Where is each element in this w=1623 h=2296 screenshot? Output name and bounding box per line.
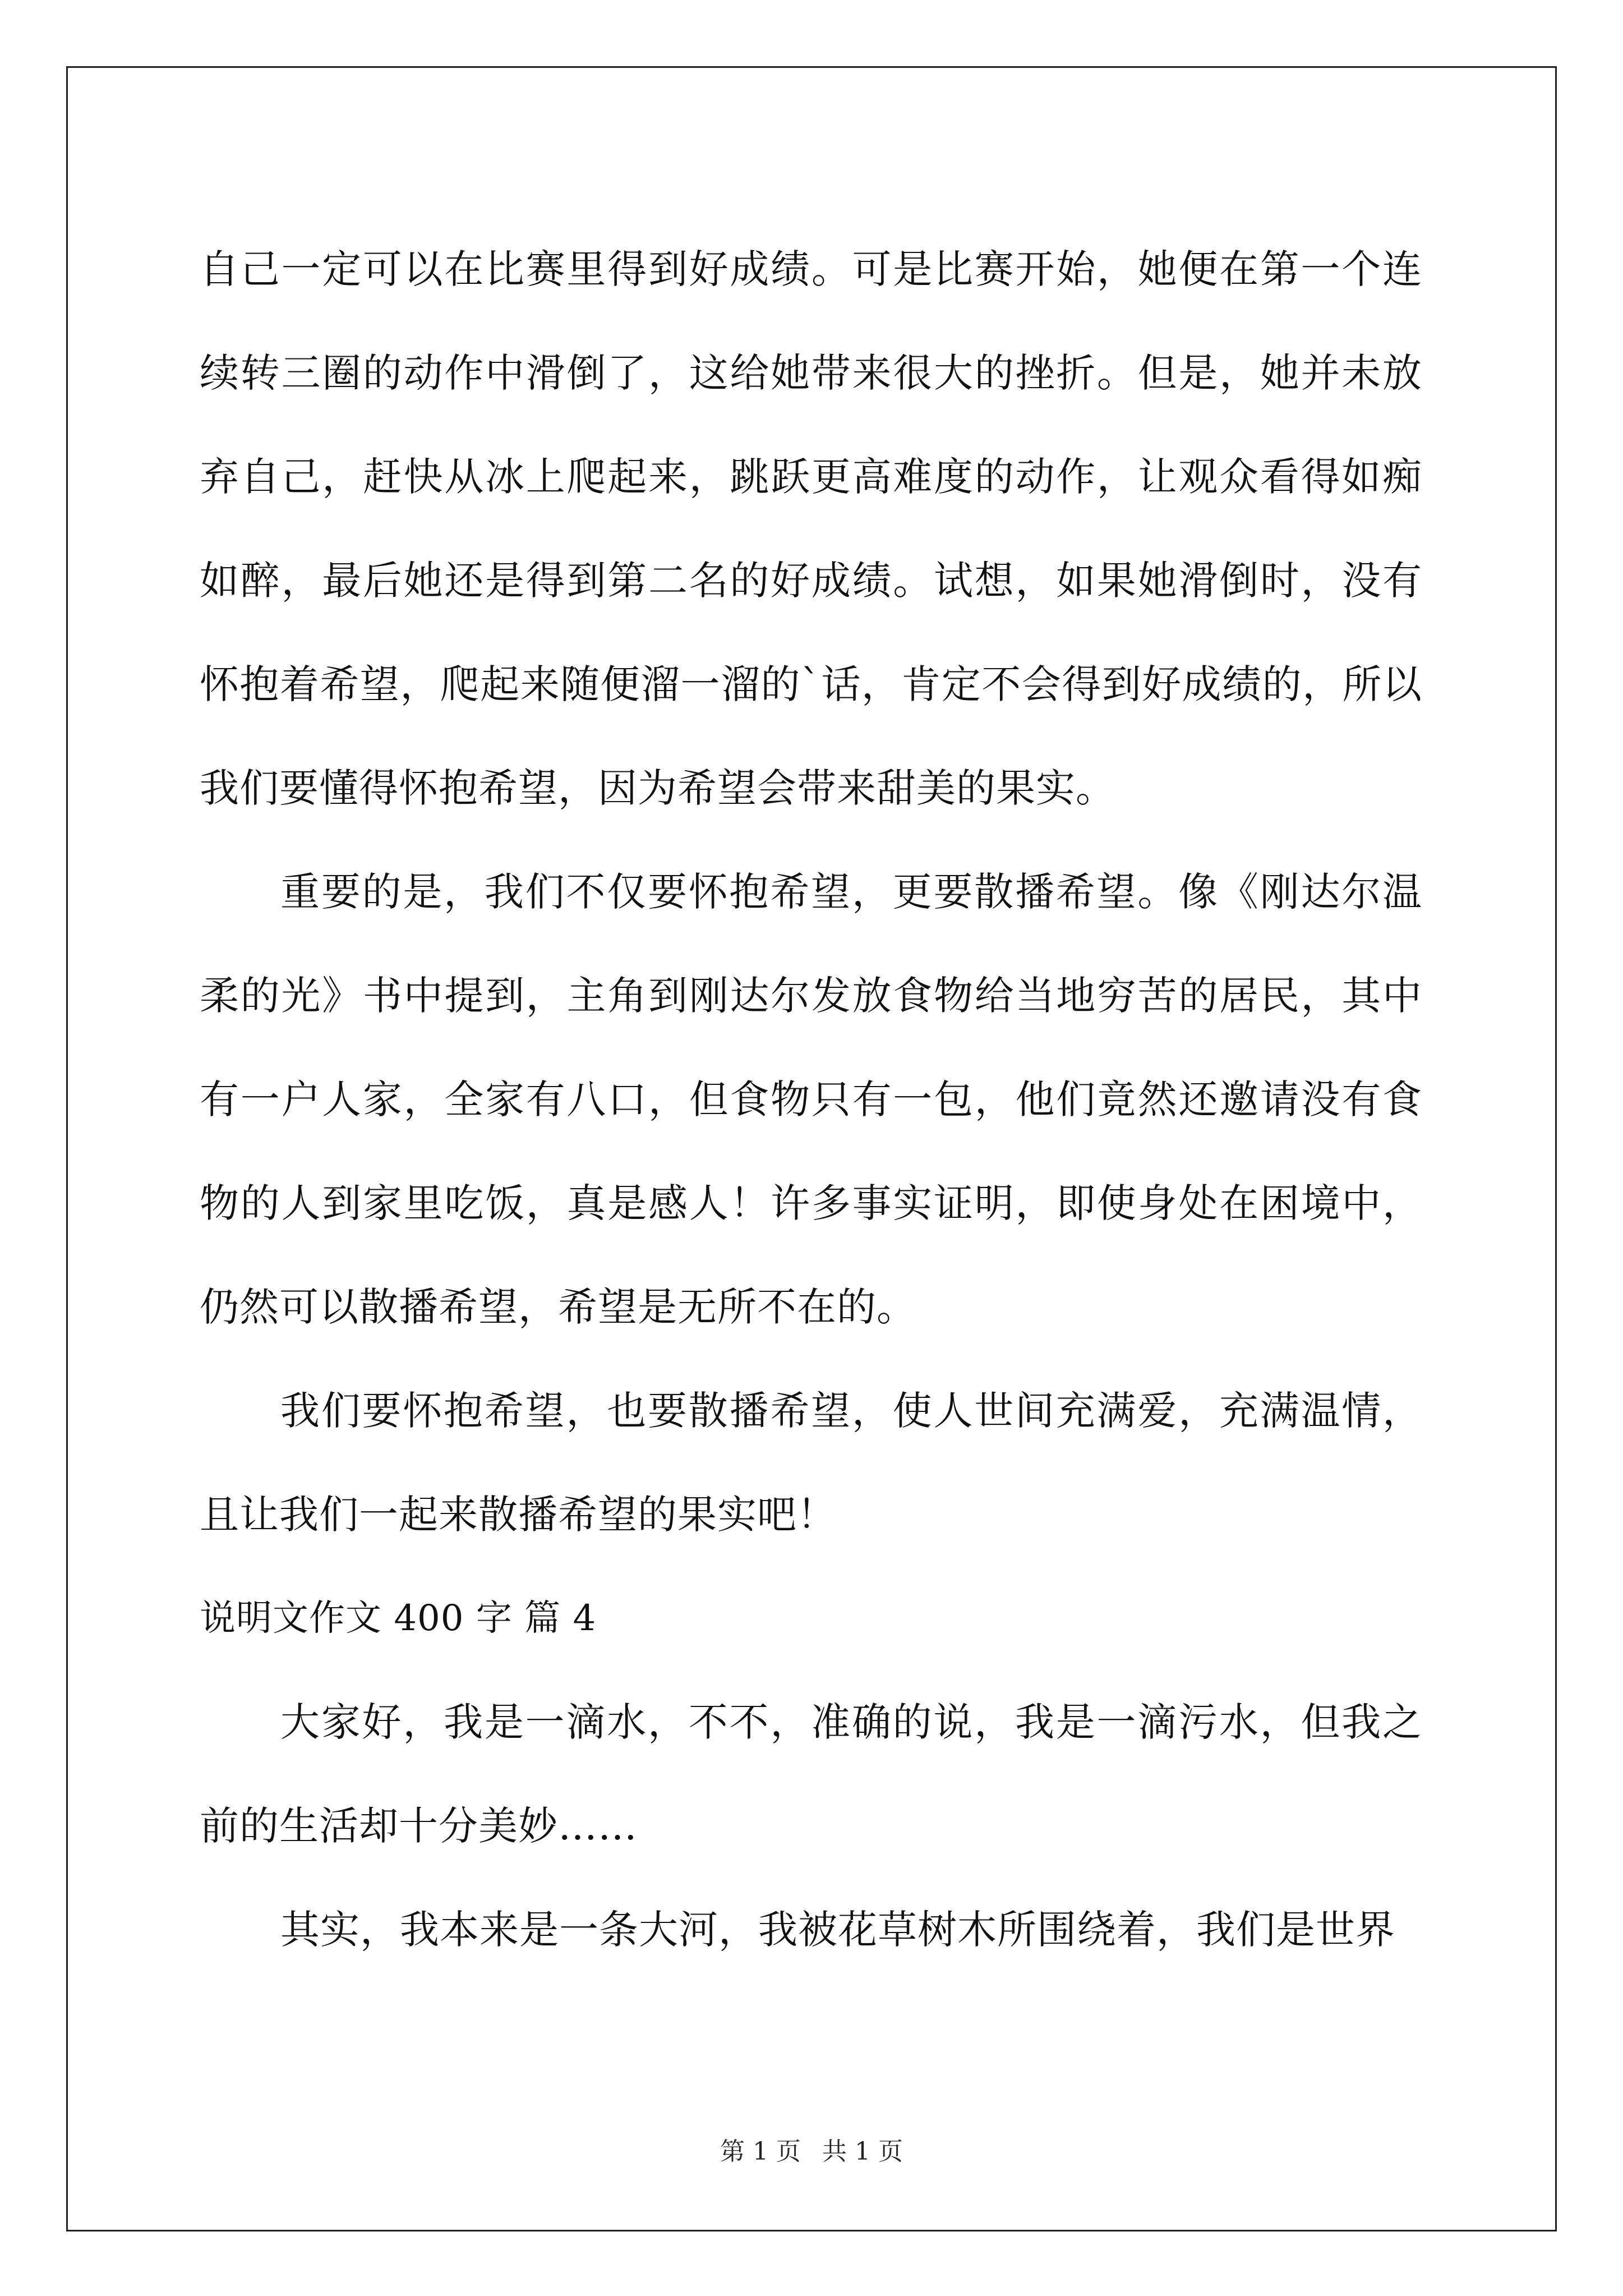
section-paragraph-1: 大家好，我是一滴水，不不，准确的说，我是一滴污水，但我之前的生活却十分美妙…… [200,1699,1422,1849]
section-paragraph-2: 其实，我本来是一条大河，我被花草树木所围绕着，我们是世界 [280,1907,1395,1953]
page-total: 共 1 页 [822,2137,903,2166]
paragraph-1: 自己一定可以在比赛里得到好成绩。可是比赛开始，她便在第一个连续转三圈的动作中滑倒了，这给她带来很大的挫折。但是，她并未放弃自己，赶快从冰上爬起来，跳跃更高难度的动作，让观众看得如痴如醉，最后她还是得到第二名的好成绩。试想，如果她滑倒时，没有怀抱着希望，爬起来随便溜一溜的`话，肯定不会得到好成绩的，所以我们要懂得怀抱希望，因为希望会带来甜美的果实。 [200,246,1422,811]
paragraph-2: 重要的是，我们不仅要怀抱希望，更要散播希望。像《刚达尔温柔的光》书中提到，主角到刚达尔发放食物给当地穷苦的居民，其中有一户人家，全家有八口，但食物只有一包，他们竟然还邀请没有食物的人到家里吃饭，真是感人！许多事实证明，即使身处在困境中，仍然可以散播希望，希望是无所不在的。 [200,869,1422,1330]
page-footer [0,2135,1623,2169]
page-number: 第 1 页 [720,2137,801,2166]
section-heading: 说明文作文 400 字 篇 4 [200,1598,597,1639]
paragraph-3: 我们要怀抱希望，也要散播希望，使人世间充满爱，充满温情，且让我们一起来散播希望的果实吧！ [200,1388,1422,1538]
document-body [200,218,1422,1982]
